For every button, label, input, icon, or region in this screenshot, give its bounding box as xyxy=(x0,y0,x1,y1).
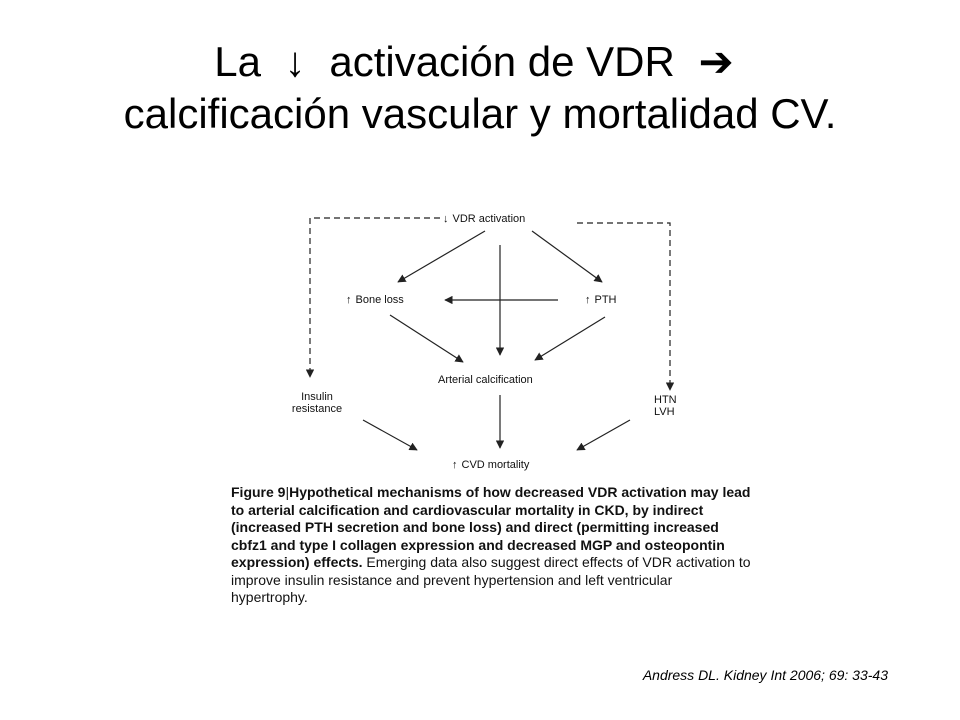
caption-separator: | xyxy=(285,484,290,500)
node-label: Arterial calcification xyxy=(438,374,533,386)
figure-label: Figure 9 xyxy=(231,484,286,500)
title-line-2: calcificación vascular y mortalidad CV. xyxy=(123,90,837,137)
node-label: LVH xyxy=(654,406,675,418)
node-arterial-calcification xyxy=(438,374,533,386)
right-arrow-icon: ➔ xyxy=(698,38,734,85)
up-arrow-icon: ↑ xyxy=(585,294,591,306)
up-arrow-icon: ↑ xyxy=(452,459,458,471)
node-htn-lvh xyxy=(654,394,677,418)
title-text-la: La xyxy=(214,38,261,85)
node-label: Bone loss xyxy=(355,294,404,306)
title-line-1 xyxy=(0,36,960,88)
node-cvd-mortality xyxy=(452,459,529,471)
down-arrow-icon: ↓ xyxy=(443,213,449,225)
arrow-htn-to-cvd xyxy=(577,420,630,450)
node-pth xyxy=(585,294,617,306)
caption-bold-text: Hypothetical mechanisms of how decreased VDR activation may lead to arterial calcification and cardiovascular mortality in CKD, by indirect (increased PTH secretion and bone loss) and direct (permitting increased cbfz1 and type I collagen expression and decreased MGP and osteopontin expression) effects. xyxy=(231,484,751,570)
citation: Andress DL. Kidney Int 2006; 69: 33-43 xyxy=(642,667,888,683)
node-label: PTH xyxy=(594,294,617,306)
title-text-activation: activación de VDR xyxy=(329,38,675,85)
node-bone-loss xyxy=(346,294,404,306)
arrow-vdr-to-bone xyxy=(398,231,485,282)
down-arrow-icon: ↓ xyxy=(284,38,306,85)
diagram-arrows xyxy=(280,205,700,480)
arrow-bone-to-arterial xyxy=(390,315,463,362)
node-label: Insulin xyxy=(301,391,333,403)
dashed-connector-right xyxy=(577,223,670,390)
caption-normal-text: Emerging data also suggest direct effects of VDR activation to improve insulin resistance and prevent hypertension and left ventricular hypertrophy. xyxy=(231,554,751,605)
node-vdr-activation xyxy=(443,213,525,225)
arrow-insulin-to-cvd xyxy=(363,420,417,450)
node-label: CVD mortality xyxy=(461,459,530,471)
node-insulin-resistance xyxy=(282,391,352,415)
up-arrow-icon: ↑ xyxy=(346,294,352,306)
node-label: resistance xyxy=(291,403,343,415)
mechanism-diagram xyxy=(280,205,700,480)
arrow-pth-to-arterial xyxy=(535,317,605,360)
arrow-vdr-to-pth xyxy=(532,231,602,282)
slide-title xyxy=(0,36,960,140)
node-label: HTN xyxy=(654,394,677,406)
node-label: VDR activation xyxy=(452,213,526,225)
figure-caption xyxy=(231,484,751,607)
